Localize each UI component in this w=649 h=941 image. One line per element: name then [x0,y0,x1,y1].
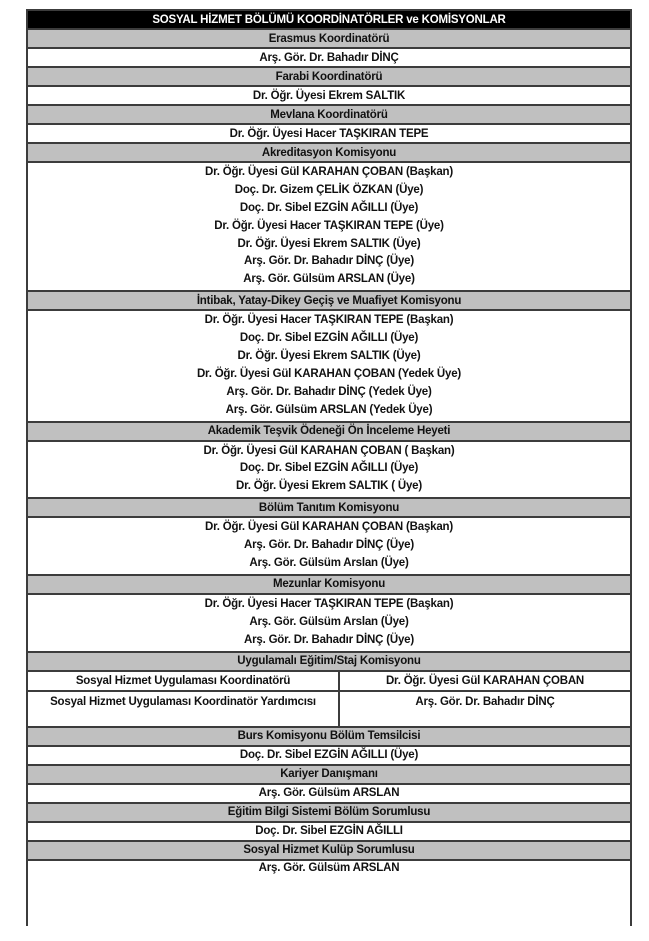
committees-table [26,9,632,926]
section-heading: Burs Komisyonu Bölüm Temsilcisi [28,728,630,747]
section-heading: Akademik Teşvik Ödeneği Ön İnceleme Heyeti [28,423,630,442]
section-heading: Bölüm Tanıtım Komisyonu [28,499,630,518]
member-line: Dr. Öğr. Üyesi Hacer TAŞKIRAN TEPE (Başkan) [204,597,454,610]
section-heading: Farabi Koordinatörü [28,68,630,87]
section-heading: Akreditasyon Komisyonu [28,144,630,163]
member-line: Dr. Öğr. Üyesi Hacer TAŞKIRAN TEPE [28,125,630,144]
member-line: Dr. Öğr. Üyesi Ekrem SALTIK ( Üye) [236,480,422,493]
internship-row [28,692,630,728]
member-line: Dr. Öğr. Üyesi Hacer TAŞKIRAN TEPE (Üye) [214,219,444,232]
document-title: SOSYAL HİZMET BÖLÜMÜ KOORDİNATÖRLER ve KOMİSYONLAR [28,11,630,30]
member-line: Arş. Gör. Dr. Bahadır DİNÇ (Üye) [244,633,414,646]
member-line: Doç. Dr. Gizem ÇELİK ÖZKAN (Üye) [234,183,424,196]
member-line: Arş. Gör. Gülsüm Arslan (Üye) [249,557,409,570]
member-line: Dr. Öğr. Üyesi Ekrem SALTIK (Üye) [237,237,421,250]
member-line: Dr. Öğr. Üyesi Ekrem SALTIK (Üye) [237,350,421,363]
member-line: Doç. Dr. Sibel EZGİN AĞILLI [28,823,630,842]
member-line: Arş. Gör. Dr. Bahadır DİNÇ [28,49,630,68]
section-heading: Mevlana Koordinatörü [28,106,630,125]
member-line: Arş. Gör. Gülsüm ARSLAN [28,861,630,941]
member-line: Dr. Öğr. Üyesi Gül KARAHAN ÇOBAN (Yedek Üye) [196,367,462,380]
member-line: Doç. Dr. Sibel EZGİN AĞILLI (Üye) [239,201,419,214]
internship-row [28,672,630,692]
section-heading: Mezunlar Komisyonu [28,576,630,595]
member-line: Doç. Dr. Sibel EZGİN AĞILLI (Üye) [28,747,630,766]
section-heading: Kariyer Danışmanı [28,766,630,785]
member-line: Arş. Gör. Dr. Bahadır DİNÇ (Üye) [244,539,414,552]
member-line: Dr. Öğr. Üyesi Gül KARAHAN ÇOBAN (Başkan) [204,166,454,178]
role-cell: Sosyal Hizmet Uygulaması Koordinatör Yardımcısı [28,692,340,726]
section-heading: Erasmus Koordinatörü [28,30,630,49]
section-heading: İntibak, Yatay-Dikey Geçiş ve Muafiyet Komisyonu [28,292,630,311]
role-cell: Sosyal Hizmet Uygulaması Koordinatörü [28,672,340,690]
section-heading: Eğitim Bilgi Sistemi Bölüm Sorumlusu [28,804,630,823]
member-line: Arş. Gör. Gülsüm ARSLAN (Üye) [243,273,415,286]
member-list [28,163,630,292]
member-line: Dr. Öğr. Üyesi Hacer TAŞKIRAN TEPE (Başkan) [204,314,454,327]
section-heading: Uygulamalı Eğitim/Staj Komisyonu [28,653,630,672]
member-line: Dr. Öğr. Üyesi Ekrem SALTIK [28,87,630,106]
section-heading: Sosyal Hizmet Kulüp Sorumlusu [28,842,630,861]
member-line: Dr. Öğr. Üyesi Gül KARAHAN ÇOBAN (Başkan) [204,521,454,534]
member-line: Arş. Gör. Gülsüm Arslan (Üye) [249,615,409,628]
member-list [28,311,630,422]
member-line: Arş. Gör. Gülsüm ARSLAN [28,785,630,804]
person-cell: Dr. Öğr. Üyesi Gül KARAHAN ÇOBAN [385,674,585,687]
member-line: Doç. Dr. Sibel EZGİN AĞILLI (Üye) [239,332,419,345]
person-cell: Arş. Gör. Dr. Bahadır DİNÇ [415,695,555,708]
member-line: Arş. Gör. Dr. Bahadır DİNÇ (Üye) [244,255,414,268]
member-list [28,595,630,653]
member-list [28,518,630,576]
member-line: Arş. Gör. Dr. Bahadır DİNÇ (Yedek Üye) [226,385,432,398]
member-line: Arş. Gör. Gülsüm ARSLAN (Yedek Üye) [225,403,433,416]
member-line: Dr. Öğr. Üyesi Gül KARAHAN ÇOBAN ( Başkan) [203,444,455,457]
member-list [28,442,630,500]
member-line: Doç. Dr. Sibel EZGİN AĞILLI (Üye) [239,462,419,475]
